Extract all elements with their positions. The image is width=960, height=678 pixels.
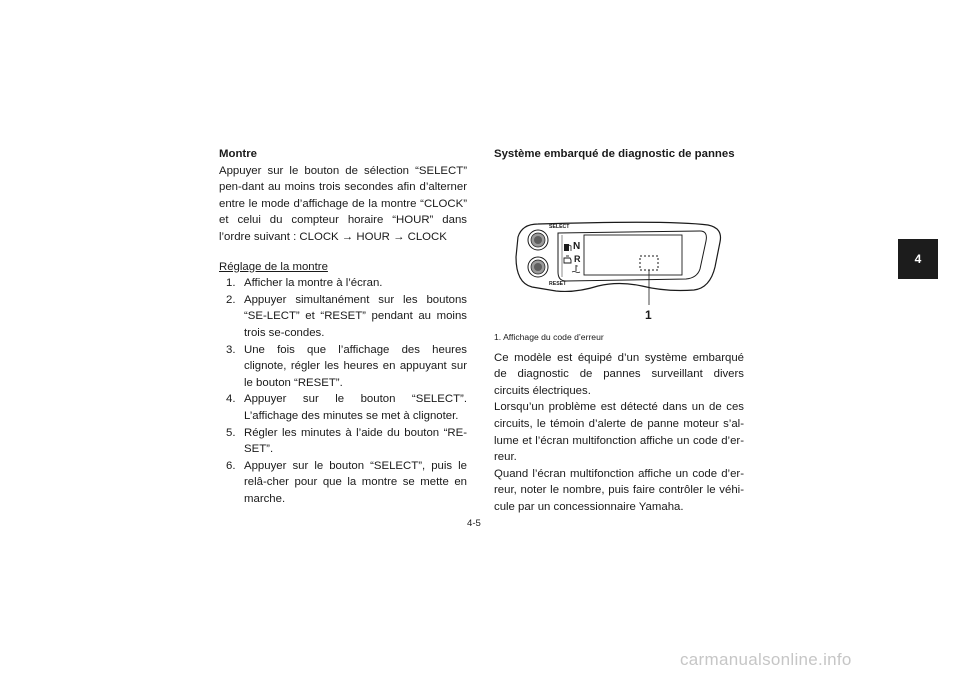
list-item: 6. Appuyer sur le bouton “SELECT”, puis le relâ-cher pour que la montre se mette en marche.	[226, 459, 467, 505]
chapter-tab: 4	[898, 239, 938, 279]
reset-label: RESET	[549, 280, 567, 287]
section-heading-diagnostic: Système embarqué de diagnostic de pannes	[494, 148, 735, 160]
neutral-indicator: N	[573, 240, 581, 252]
diagnostic-paragraph-3: Quand l’écran multifonction affiche un code d’er-reur, noter le nombre, puis faire contrôler le véhi-cule par un concessionnaire Yamaha.	[494, 467, 744, 513]
list-item: 3. Une fois que l’affichage des heures clignote, régler les heures en appuyant sur le bouton “RESET”.	[226, 343, 467, 389]
section-heading-clock: Montre	[219, 148, 257, 160]
diagnostic-paragraph-2: Lorsqu’un problème est détecté dans un de ces circuits, le témoin d’alerte de panne moteur s’al-lume et l’écran multifonction affiche un code d’er-reur.	[494, 401, 744, 464]
left-column	[219, 146, 467, 507]
list-item: 5. Régler les minutes à l’aide du bouton “RE-SET”.	[226, 426, 467, 456]
clock-setting-steps	[219, 275, 467, 507]
watermark: carmanualsonline.info	[680, 650, 852, 669]
page-number: 4-5	[467, 518, 481, 529]
clock-setting-subheading: Réglage de la montre	[219, 260, 328, 273]
right-column	[494, 146, 744, 516]
callout-number: 1	[645, 307, 652, 322]
clock-intro-paragraph: Appuyer sur le bouton de sélection “SELECT” pen-dant au moins trois secondes afin d’alterner entre le mode d’affichage de la montre “CLOCK” et celui du compteur horaire “HOUR” dans l’ordre suivant : CLOCK → HOUR → CLOCK	[219, 164, 467, 243]
dashboard-display-figure	[494, 171, 744, 329]
select-label: SELECT	[549, 223, 570, 230]
list-item: 4. Appuyer sur le bouton “SELECT”. L’affichage des minutes se met à clignoter.	[226, 393, 467, 422]
list-item: 1. Afficher la montre à l’écran.	[226, 277, 383, 290]
dashboard-illustration	[494, 171, 744, 329]
reverse-indicator: R	[574, 253, 581, 264]
figure-caption: 1. Affichage du code d’erreur	[494, 331, 604, 342]
list-item: 2. Appuyer simultanément sur les boutons “SE-LECT” et “RESET” pendant au moins trois se-condes.	[226, 293, 467, 339]
lcd-screen	[584, 235, 682, 275]
diagnostic-paragraph-1: Ce modèle est équipé d’un système embarqué de diagnostic de pannes surveillant divers circuits électriques.	[494, 351, 744, 397]
